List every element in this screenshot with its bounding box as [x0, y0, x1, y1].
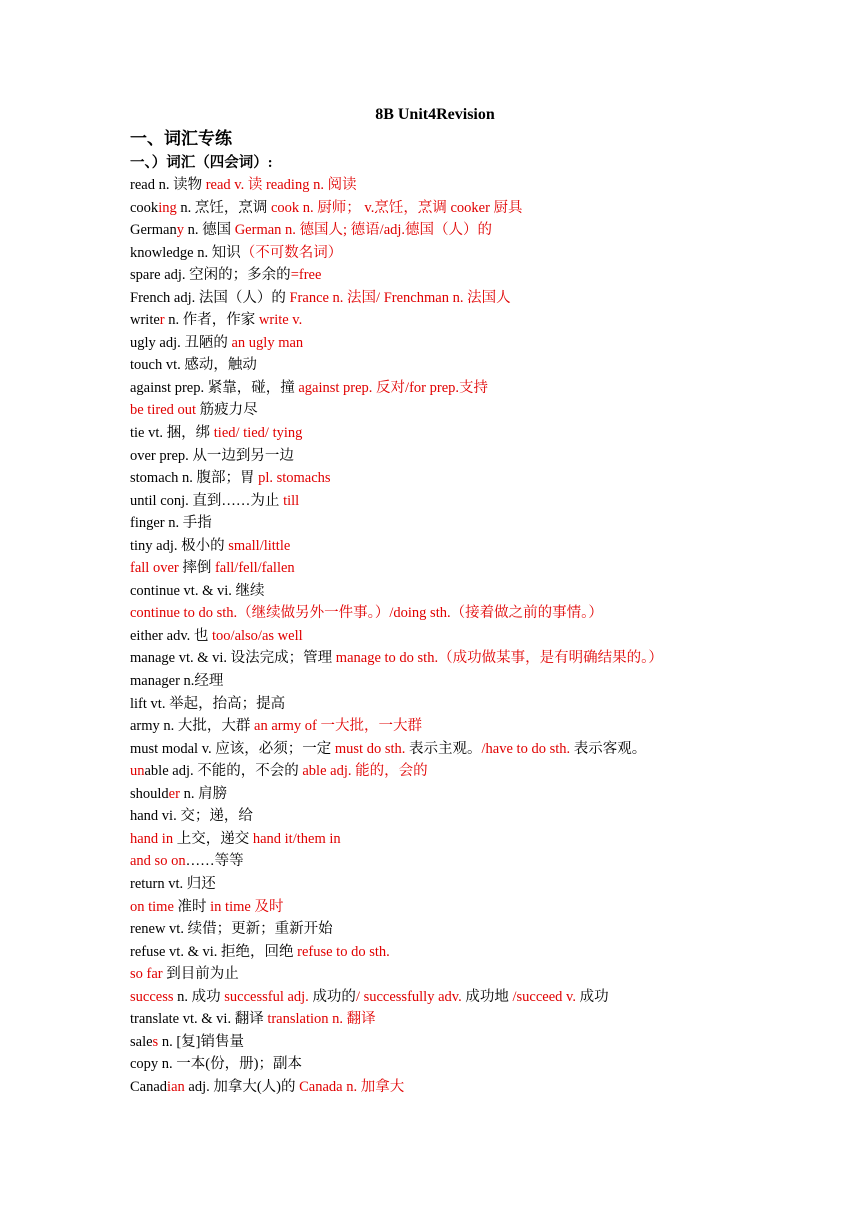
vocab-note: translation n. 翻译: [267, 1011, 376, 1028]
vocab-text: ……等等: [185, 853, 244, 870]
vocab-text: refuse vt. & vi. 拒绝，回绝: [130, 943, 298, 960]
vocab-text: manager n.经理: [130, 673, 224, 690]
vocab-note: small/little: [228, 537, 291, 554]
vocab-text: 筋疲力尽: [196, 402, 258, 419]
vocab-text: army n. 大批，大群: [130, 718, 255, 735]
document-page: [130, 104, 740, 1098]
vocab-text: able adj. 不能的，不会的: [144, 763, 303, 780]
vocab-note: （不可数名词）: [240, 244, 343, 261]
vocab-text: 到目前为止: [162, 966, 239, 983]
vocab-note: in time 及时: [210, 898, 284, 915]
vocab-note: y: [176, 222, 184, 239]
vocab-note: German n. 德国人; 德语/adj.德国（人）的: [234, 222, 493, 239]
vocab-line: [130, 219, 740, 242]
vocab-text: return vt. 归还: [130, 875, 216, 892]
vocab-note: hand in: [130, 830, 174, 847]
vocab-note: fall over: [130, 560, 179, 577]
vocab-text: n. 作者，作家: [164, 312, 259, 329]
vocab-text: 成功: [575, 988, 609, 1005]
vocab-line: [130, 1008, 740, 1031]
vocab-line: [130, 242, 740, 265]
vocab-text: must modal v. 应该，必须；一定: [130, 740, 335, 757]
vocab-note: success: [130, 988, 174, 1005]
vocab-note: must do sth.: [334, 740, 406, 757]
vocab-text: Canad: [130, 1078, 168, 1095]
vocab-text: against prep. 紧靠，碰，撞: [130, 379, 299, 396]
vocab-note: against prep. 反对/for prep.支持: [298, 379, 489, 396]
vocab-line: [130, 535, 740, 558]
vocab-line: [130, 354, 740, 377]
vocab-text: tiny adj. 极小的: [130, 537, 229, 554]
vocab-line: [130, 647, 740, 670]
vocab-line: [130, 715, 740, 738]
section-heading: 一、词汇专练: [130, 129, 232, 148]
vocab-line: [130, 512, 740, 535]
vocab-text: n. 烹饪，烹调: [176, 199, 271, 216]
vocab-line: [130, 1053, 740, 1076]
vocab-text: translate vt. & vi. 翻译: [130, 1011, 268, 1028]
vocab-line: [130, 1031, 740, 1054]
vocab-note: / successfully adv.: [355, 988, 462, 1005]
vocab-text: n. [复]销售量: [158, 1033, 244, 1050]
vocab-text: touch vt. 感动，触动: [130, 357, 257, 374]
vocab-note: hand it/them in: [252, 830, 341, 847]
vocab-note: Canada n. 加拿大: [299, 1078, 405, 1095]
vocab-note: on time: [130, 898, 174, 915]
vocab-text: 成功的: [308, 988, 356, 1005]
vocab-line: [130, 399, 740, 422]
vocab-text: write: [130, 312, 160, 329]
vocab-line: [130, 490, 740, 513]
vocab-note: tied/ tied/ tying: [213, 425, 303, 442]
subsection-heading: 一、）词汇（四会词）:: [130, 155, 273, 171]
vocab-text: finger n. 手指: [130, 515, 212, 532]
vocab-line: [130, 828, 740, 851]
vocab-text: sale: [130, 1033, 153, 1050]
vocab-text: stomach n. 腹部；胃: [130, 470, 259, 487]
vocab-line: [130, 197, 740, 220]
vocab-text: until conj. 直到……为止: [130, 492, 284, 509]
vocab-note: continue to do sth.（继续做另外一件事。）/doing sth.（接着做之前的事情。）: [130, 605, 603, 622]
vocab-text: 摔倒: [178, 560, 215, 577]
document-title: 8B Unit4Revision: [375, 106, 495, 123]
vocab-line: [130, 850, 740, 873]
vocab-note: an ugly man: [231, 334, 304, 351]
vocab-note: s: [152, 1033, 159, 1050]
vocab-note: refuse to do sth.: [297, 943, 390, 960]
vocab-note: so far: [130, 966, 163, 983]
vocab-text: n. 肩膀: [179, 785, 228, 802]
vocab-note: be tired out: [130, 402, 197, 419]
vocab-note: /succeed v.: [512, 988, 576, 1005]
vocab-line: [130, 174, 740, 197]
vocab-line: [130, 332, 740, 355]
vocab-text: continue vt. & vi. 继续: [130, 582, 265, 599]
vocab-line: [130, 783, 740, 806]
vocab-note: till: [283, 492, 300, 509]
vocab-text: 表示主观。: [405, 740, 482, 757]
vocab-note: read v. 读 reading n. 阅读: [205, 177, 357, 193]
vocab-note: fall/fell/fallen: [214, 560, 295, 577]
vocab-list: [130, 174, 740, 1098]
vocab-note: cook n. 厨师； v.烹饪，烹调 cooker 厨具: [270, 199, 523, 216]
vocab-line: [130, 309, 740, 332]
vocab-line: [130, 467, 740, 490]
vocab-note: manage to do sth.（成功做某事，是有明确结果的。）: [335, 650, 663, 667]
vocab-text: manage vt. & vi. 设法完成；管理: [130, 650, 336, 667]
vocab-note: an army of 一大批，一大群: [254, 718, 422, 735]
vocab-line: [130, 693, 740, 716]
vocab-line: [130, 963, 740, 986]
vocab-text: should: [130, 785, 169, 802]
vocab-note: able adj. 能的，会的: [302, 763, 428, 780]
vocab-text: 上交，递交: [173, 830, 253, 847]
vocab-note: r: [159, 312, 165, 329]
vocab-text: n. 德国: [183, 222, 235, 239]
vocab-text: spare adj. 空闲的；多余的: [130, 267, 291, 284]
vocab-line: [130, 873, 740, 896]
vocab-line: [130, 896, 740, 919]
vocab-text: over prep. 从一边到另一边: [130, 447, 294, 464]
vocab-note: pl. stomachs: [258, 470, 331, 487]
vocab-line: [130, 580, 740, 625]
vocab-line: [130, 377, 740, 400]
vocab-line: [130, 738, 740, 761]
vocab-line: [130, 557, 740, 580]
vocab-line: [130, 941, 740, 964]
vocab-text: adj. 加拿大(人)的: [184, 1078, 300, 1095]
vocab-text: read n. 读物: [130, 177, 206, 193]
vocab-note: too/also/as well: [212, 627, 303, 644]
vocab-line: [130, 670, 740, 693]
vocab-note: =free: [290, 267, 322, 284]
vocab-text: German: [130, 222, 177, 239]
vocab-note: and so on: [130, 853, 186, 870]
vocab-text: n. 成功: [173, 988, 225, 1005]
vocab-note: er: [168, 785, 180, 802]
vocab-text: knowledge n. 知识: [130, 244, 241, 261]
vocab-note: /have to do sth.: [481, 740, 571, 757]
vocab-line: [130, 625, 740, 648]
vocab-line: [130, 422, 740, 445]
vocab-text: 准时: [173, 898, 211, 915]
vocab-text: 表示客观。: [570, 740, 647, 757]
vocab-note: ian: [167, 1078, 185, 1095]
vocab-line: [130, 1076, 740, 1099]
vocab-text: hand vi. 交；递，给: [130, 808, 253, 825]
vocab-note: ing: [158, 199, 177, 216]
vocab-note: France n. 法国/ Frenchman n. 法国人: [289, 289, 511, 306]
vocab-text: cook: [130, 199, 159, 216]
vocab-text: lift vt. 举起，抬高；提高: [130, 695, 286, 712]
vocab-line: [130, 986, 740, 1009]
vocab-text: tie vt. 捆，绑: [130, 425, 214, 442]
vocab-line: [130, 760, 740, 783]
vocab-note: un: [130, 763, 145, 780]
vocab-text: ugly adj. 丑陋的: [130, 334, 232, 351]
vocab-note: write v.: [258, 312, 303, 329]
vocab-line: [130, 264, 740, 287]
vocab-line: [130, 918, 740, 941]
vocab-text: copy n. 一本(份，册)；副本: [130, 1056, 302, 1073]
vocab-line: [130, 805, 740, 828]
vocab-note: successful adj.: [224, 988, 309, 1005]
vocab-text: renew vt. 续借；更新；重新开始: [130, 921, 333, 938]
vocab-line: [130, 445, 740, 468]
vocab-line: [130, 287, 740, 310]
vocab-text: French adj. 法国（人）的: [130, 289, 290, 306]
vocab-text: either adv. 也: [130, 627, 213, 644]
vocab-text: 成功地: [461, 988, 513, 1005]
